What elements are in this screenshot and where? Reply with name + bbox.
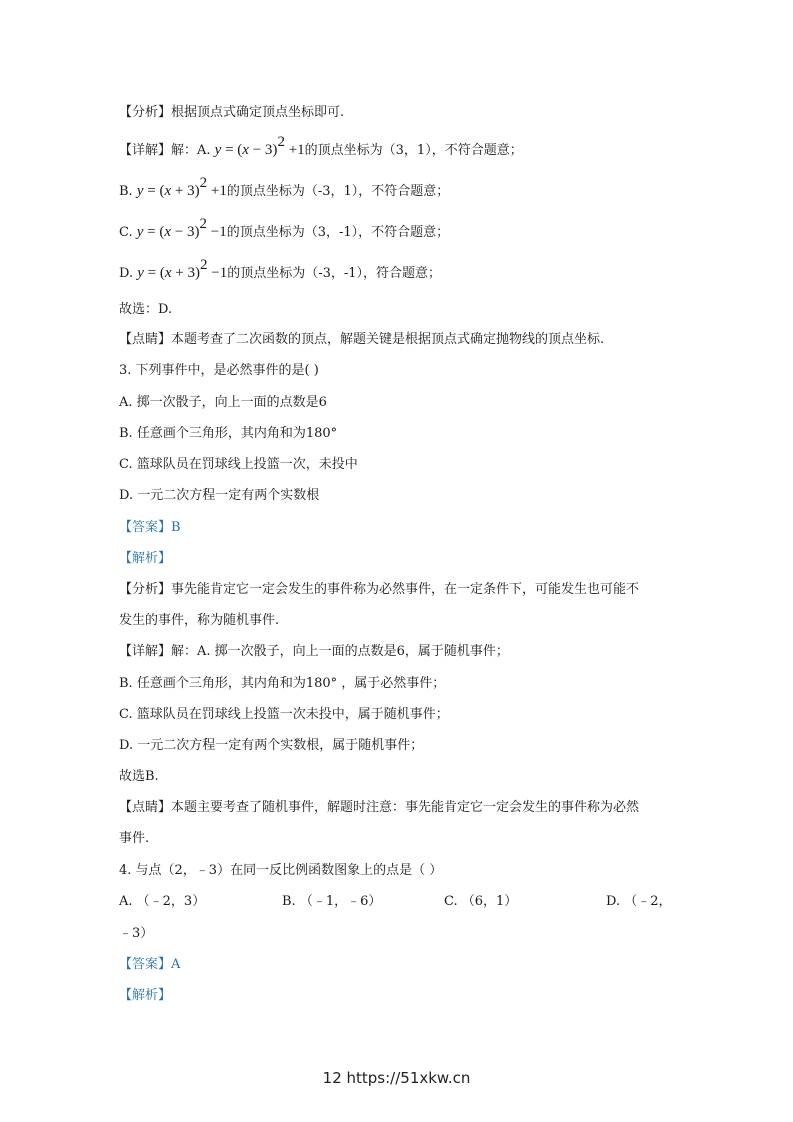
formula-d: $y = (x + 3)^2 -1$ [137, 257, 228, 281]
comment-3-line-2: 事件. [119, 831, 150, 846]
detail-3-b: B. 任意画个三角形，其内角和为180° ，属于必然事件； [119, 676, 446, 691]
question-3-option-a: A. 掷一次骰子，向上一面的点数是6 [119, 395, 327, 410]
page-footer: 12 https://51xkw.cn [322, 1069, 471, 1087]
comment-line: 【点睛】本题考查了二次函数的顶点，解题关键是根据顶点式确定抛物线的顶点坐标. [119, 332, 605, 347]
question-3-option-b: B. 任意画个三角形，其内角和为180° [119, 426, 338, 441]
question-3: 3. 下列事件中，是必然事件的是( ) [119, 363, 319, 378]
question-3-option-d: D. 一元二次方程一定有两个实数根 [119, 488, 320, 503]
detail-3-d: D. 一元二次方程一定有两个实数根，属于随机事件； [119, 738, 424, 753]
question-4-option-b: B. （﹣1，﹣6） [282, 894, 382, 909]
question-3-option-c: C. 篮球队员在罚球线上投篮一次，未投中 [119, 457, 358, 472]
choice-3: 故选B. [119, 769, 159, 784]
analysis-3-line-2: 发生的事件，称为随机事件. [119, 613, 280, 628]
formula-b: $y = (x + 3)^2 +1$ [136, 175, 227, 199]
text: 的顶点坐标为（-3，-1），符合题意； [227, 266, 442, 281]
analysis-4-heading: 【解析】 [119, 988, 172, 1003]
detail-line-a [119, 134, 523, 161]
question-4: 4. 与点（2，﹣3）在同一反比例函数图象上的点是（ ） [119, 863, 443, 878]
choice-line: 故选：D. [119, 302, 173, 317]
text: 的顶点坐标为（-3，1），不符合题意； [226, 184, 450, 199]
answer-3: 【答案】B [119, 520, 181, 535]
analysis-3-heading: 【解析】 [119, 551, 172, 566]
detail-3-c: C. 篮球队员在罚球线上投篮一次未投中，属于随机事件； [119, 707, 449, 722]
text: 的顶点坐标为（3，-1），不符合题意； [226, 225, 450, 240]
question-4-option-d-cont: ﹣3） [119, 926, 154, 941]
question-4-option-d: D. （﹣2， [606, 894, 672, 909]
formula-c: $y = (x - 3)^2 -1$ [136, 216, 227, 240]
analysis-3-line-1: 【分析】事先能肯定它一定会发生的事件称为必然事件，在一定条件下，可能发生也可能不 [119, 582, 640, 597]
text: B. [119, 184, 137, 199]
comment-3-line-1: 【点睛】本题主要考查了随机事件，解题时注意：事先能肯定它一定会发生的事件称为必然 [119, 800, 640, 815]
detail-line-c [119, 216, 450, 243]
text: 的顶点坐标为（3，1），不符合题意； [304, 143, 523, 158]
formula-a: $y = (x - 3)^2 +1$ [214, 134, 305, 158]
question-4-option-a: A. （﹣2，3） [119, 894, 206, 909]
text: C. [119, 225, 137, 240]
detail-line-b [119, 175, 450, 202]
detail-3-a: 【详解】解：A. 掷一次骰子，向上一面的点数是6，属于随机事件； [119, 644, 509, 659]
question-4-option-c: C. （6，1） [444, 894, 518, 909]
analysis-line: 【分析】根据顶点式确定顶点坐标即可. [119, 105, 345, 120]
text: 【详解】解：A. [119, 143, 215, 158]
answer-4: 【答案】A [119, 957, 181, 972]
text: D. [119, 266, 138, 281]
detail-line-d [119, 257, 442, 284]
